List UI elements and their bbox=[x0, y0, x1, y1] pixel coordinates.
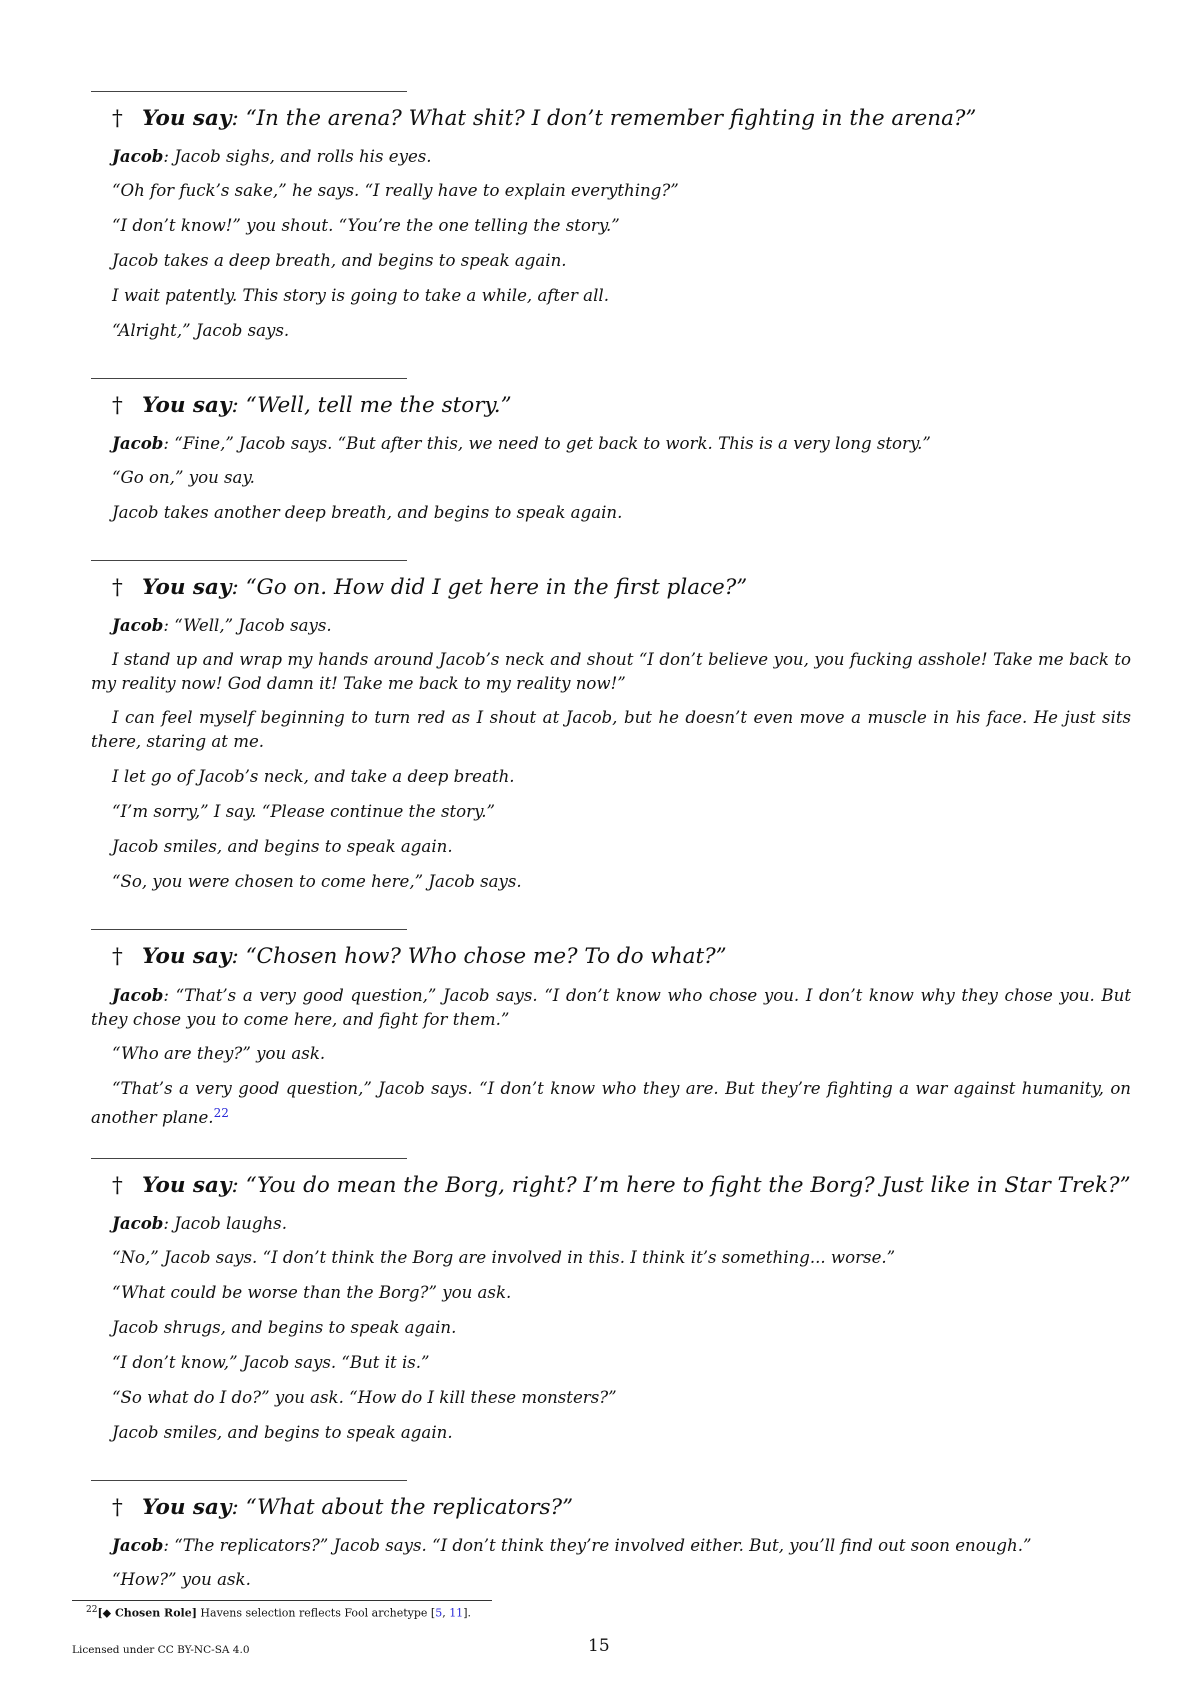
speaker-name: Jacob bbox=[112, 1535, 164, 1555]
speaker-name: Jacob bbox=[112, 146, 164, 166]
choice-prompt: “Well, tell me the story.” bbox=[245, 393, 512, 418]
citation-link[interactable]: 11 bbox=[449, 1606, 464, 1620]
dagger-icon: † bbox=[112, 944, 123, 969]
story-line: Jacob: “The replicators?” Jacob says. “I don’t think they’re involved either. But, you’ll find out soon enough.” bbox=[112, 1535, 1032, 1555]
speaker-name: Jacob bbox=[112, 985, 164, 1005]
choice-heading: † You say: “Well, tell me the story.” bbox=[112, 393, 512, 418]
you-say-label: You say bbox=[142, 575, 232, 600]
story-line: “How?” you ask. bbox=[112, 1570, 251, 1589]
choice-heading: † You say: “You do mean the Borg, right? I’m here to fight the Borg? Just like in Star Trek?” bbox=[112, 1173, 1131, 1198]
story-line: “Oh for fuck’s sake,” he says. “I really have to explain everything?” bbox=[112, 181, 679, 200]
choice-heading: † You say: “Chosen how? Who chose me? To do what?” bbox=[112, 944, 727, 969]
story-line: “Who are they?” you ask. bbox=[112, 1044, 326, 1063]
story-paragraph: Jacob: “That’s a very good question,” Jacob says. “I don’t know who chose you. I don’t know why they chose you. But they chose you to come here, and fight for them.” bbox=[91, 985, 1131, 1029]
speaker-name: Jacob bbox=[112, 615, 164, 635]
story-line: Jacob shrugs, and begins to speak again. bbox=[112, 1318, 457, 1337]
story-line: Jacob: “Well,” Jacob says. bbox=[112, 615, 332, 635]
section-divider bbox=[91, 1158, 407, 1159]
you-say-label: You say bbox=[142, 106, 232, 131]
section-divider bbox=[91, 1480, 407, 1481]
story-paragraph: I can feel myself beginning to turn red as I shout at Jacob, but he doesn’t even move a muscle in his face. He just sits there, staring at me. bbox=[91, 708, 1131, 751]
footnote-divider bbox=[72, 1600, 492, 1601]
footnote: $^{22}$[◆ Chosen Role] Havens selection reflects Fool archetype [5, 11]. bbox=[86, 1605, 471, 1620]
choice-heading: † You say: “In the arena? What shit? I don’t remember fighting in the arena?” bbox=[112, 106, 977, 131]
story-line: “What could be worse than the Borg?” you ask. bbox=[112, 1283, 512, 1302]
story-line: Jacob: “Fine,” Jacob says. “But after this, we need to get back to work. This is a very long story.” bbox=[112, 433, 931, 453]
story-line: “I don’t know!” you shout. “You’re the one telling the story.” bbox=[112, 216, 620, 235]
choice-prompt: “In the arena? What shit? I don’t remember fighting in the arena?” bbox=[245, 106, 977, 131]
story-line: “So what do I do?” you ask. “How do I kill these monsters?” bbox=[112, 1388, 617, 1407]
speaker-name: Jacob bbox=[112, 433, 164, 453]
story-line: “So, you were chosen to come here,” Jacob says. bbox=[112, 872, 522, 891]
choice-heading: † You say: “What about the replicators?” bbox=[112, 1495, 574, 1520]
choice-prompt: “Go on. How did I get here in the first place?” bbox=[245, 575, 748, 600]
section-divider bbox=[91, 378, 407, 379]
story-line: Jacob: Jacob laughs. bbox=[112, 1213, 287, 1233]
footnote-link[interactable]: 22 bbox=[213, 1106, 229, 1120]
choice-prompt: “Chosen how? Who chose me? To do what?” bbox=[245, 944, 727, 969]
you-say-label: You say bbox=[142, 944, 232, 969]
story-line: Jacob takes a deep breath, and begins to speak again. bbox=[112, 251, 567, 270]
section-divider bbox=[91, 560, 407, 561]
story-line: Jacob: Jacob sighs, and rolls his eyes. bbox=[112, 146, 432, 166]
choice-prompt: “You do mean the Borg, right? I’m here to fight the Borg? Just like in Star Trek?” bbox=[245, 1173, 1131, 1198]
dagger-icon: † bbox=[112, 1173, 123, 1198]
you-say-label: You say bbox=[142, 1495, 232, 1520]
choice-heading: † You say: “Go on. How did I get here in the first place?” bbox=[112, 575, 748, 600]
story-line: Jacob takes another deep breath, and begins to speak again. bbox=[112, 503, 623, 522]
section-divider bbox=[91, 929, 407, 930]
footnote-tag: [◆ Chosen Role] bbox=[97, 1606, 197, 1620]
footnote-number: 22 bbox=[86, 1605, 98, 1615]
story-paragraph: “That’s a very good question,” Jacob says. “I don’t know who they are. But they’re fighting a war against humanity, on another plane.$^{22}$ bbox=[91, 1079, 1131, 1127]
you-say-label: You say bbox=[142, 1173, 232, 1198]
story-line: Jacob smiles, and begins to speak again. bbox=[112, 837, 453, 856]
story-line: “I’m sorry,” I say. “Please continue the story.” bbox=[112, 802, 496, 821]
story-paragraph: I stand up and wrap my hands around Jacob’s neck and shout “I don’t believe you, you fucking asshole! Take me back to my reality now! God damn it! Take me back to my reality now!” bbox=[91, 650, 1131, 693]
citation-link[interactable]: 5 bbox=[435, 1606, 443, 1620]
license-text: Licensed under CC BY-NC-SA 4.0 bbox=[72, 1644, 250, 1656]
dagger-icon: † bbox=[112, 1495, 123, 1520]
speaker-name: Jacob bbox=[112, 1213, 164, 1233]
you-say-label: You say bbox=[142, 393, 232, 418]
story-line: I wait patently. This story is going to take a while, after all. bbox=[112, 286, 609, 305]
dagger-icon: † bbox=[112, 393, 123, 418]
story-line: “Go on,” you say. bbox=[112, 468, 255, 487]
story-line: “Alright,” Jacob says. bbox=[112, 321, 290, 340]
dagger-icon: † bbox=[112, 106, 123, 131]
story-line: Jacob smiles, and begins to speak again. bbox=[112, 1423, 453, 1442]
story-line: I let go of Jacob’s neck, and take a deep breath. bbox=[112, 767, 515, 786]
section-divider bbox=[91, 91, 407, 92]
page-number: 15 bbox=[588, 1636, 610, 1656]
story-line: “No,” Jacob says. “I don’t think the Borg are involved in this. I think it’s something... worse.” bbox=[112, 1248, 896, 1267]
dagger-icon: † bbox=[112, 575, 123, 600]
story-line: “I don’t know,” Jacob says. “But it is.” bbox=[112, 1353, 430, 1372]
choice-prompt: “What about the replicators?” bbox=[245, 1495, 574, 1520]
